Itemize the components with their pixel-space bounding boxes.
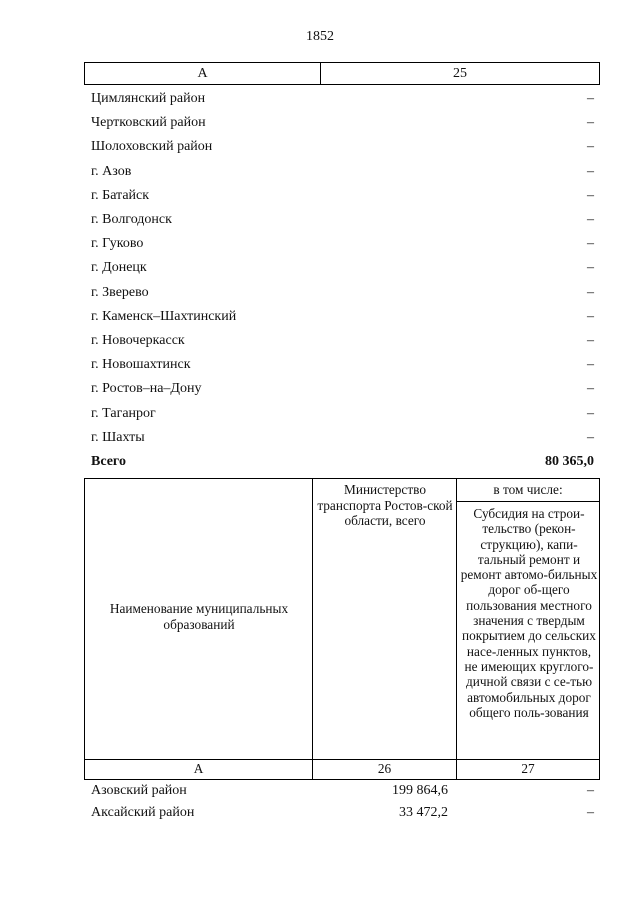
page-number: 1852 — [306, 29, 334, 44]
row-value: – — [587, 236, 594, 252]
row-name: г. Донецк — [91, 260, 147, 276]
row-name: г. Гуково — [91, 236, 144, 252]
row-value: – — [587, 381, 594, 397]
row-value: – — [587, 284, 594, 300]
row-name: Чертковский район — [91, 115, 206, 131]
col-number-a: А — [193, 761, 204, 776]
row-name: Цимлянский район — [91, 91, 206, 107]
table-row — [84, 281, 600, 305]
row-name: Шолоховский район — [91, 139, 213, 155]
col-including-header: в том числе: — [493, 482, 563, 497]
row-value: – — [587, 429, 594, 445]
row-divider — [456, 501, 599, 502]
row-name: г. Батайск — [91, 187, 150, 203]
row-name: г. Ростов–на–Дону — [91, 381, 202, 397]
total-label: Всего — [91, 453, 126, 469]
table-row — [84, 329, 600, 353]
row-name: г. Азов — [91, 163, 132, 179]
table1-header-col-a: А — [85, 63, 321, 84]
row-name: Аксайский район — [91, 805, 195, 820]
col-ministry-header: Министерство транспорта Ростов-ской области, всего — [317, 482, 453, 529]
row-value: – — [587, 308, 594, 324]
col-number-27: 27 — [521, 761, 535, 776]
table-row — [84, 780, 600, 802]
row-value-27: – — [587, 805, 594, 820]
total-row — [84, 450, 600, 474]
col-subsidy-header: Субсидия на строи-тельство (рекон-струкцию), капи-тальный ремонт и ремонт автомо-бильных дорог об-щего пользования местного значения с твердым покрытием до сельских насе-ленных пунктов, не имеющих круглого-дичной связи с се-тью автомобильных дорог общего поль-зования — [460, 506, 598, 720]
table2-header — [84, 478, 600, 780]
row-value: – — [587, 332, 594, 348]
row-value: – — [587, 139, 594, 155]
table1-header-col-25: 25 — [453, 65, 467, 81]
table-row — [84, 377, 600, 401]
column-divider — [312, 479, 313, 779]
col-name-header: Наименование муниципальных образований — [109, 601, 289, 632]
table-row — [84, 401, 600, 425]
table2-body — [84, 780, 600, 824]
row-name: Азовский район — [91, 783, 187, 798]
row-value: – — [587, 187, 594, 203]
row-value-26: 199 864,6 — [392, 783, 448, 798]
row-value: – — [587, 357, 594, 373]
table-row — [84, 184, 600, 208]
row-name: г. Каменск–Шахтинский — [91, 308, 237, 324]
row-name: г. Таганрог — [91, 405, 156, 421]
total-value: 80 365,0 — [545, 453, 594, 469]
table-row — [84, 256, 600, 280]
row-name: г. Зверево — [91, 284, 149, 300]
table-row — [84, 111, 600, 135]
row-value: – — [587, 91, 594, 107]
row-name: г. Шахты — [91, 429, 145, 445]
col-number-26: 26 — [377, 761, 392, 776]
table-row — [84, 135, 600, 159]
table-row — [84, 305, 600, 329]
row-name: г. Новочеркасск — [91, 332, 185, 348]
table-row — [84, 160, 600, 184]
table-row — [84, 87, 600, 111]
table1-body — [84, 87, 600, 474]
row-value-27: – — [587, 783, 594, 798]
table-row — [84, 426, 600, 450]
row-value: – — [587, 163, 594, 179]
row-value: – — [587, 115, 594, 131]
table-row — [84, 232, 600, 256]
table-row — [84, 208, 600, 232]
row-value: – — [587, 212, 594, 228]
row-name: г. Волгодонск — [91, 212, 172, 228]
table1-header-row — [84, 62, 600, 85]
row-value: – — [587, 405, 594, 421]
table-row — [84, 802, 600, 824]
column-divider — [456, 479, 457, 779]
row-divider — [85, 759, 599, 760]
table-row — [84, 353, 600, 377]
row-value-26: 33 472,2 — [399, 805, 448, 820]
row-value: – — [587, 260, 594, 276]
row-name: г. Новошахтинск — [91, 357, 191, 373]
